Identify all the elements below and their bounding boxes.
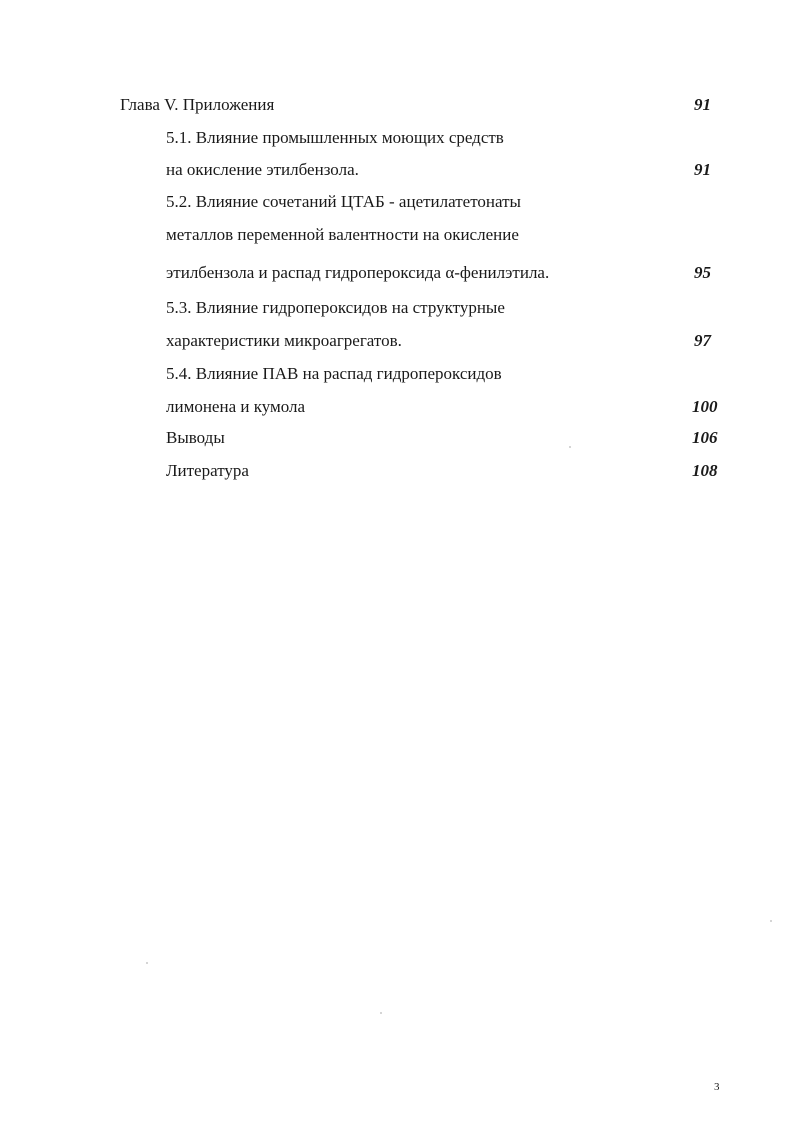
scan-speck [146, 962, 148, 964]
entry-5-3-page-number: 97 [694, 331, 711, 350]
entry-references: Литература [166, 461, 249, 480]
chapter-page-number: 91 [694, 95, 711, 114]
entry-conclusions: Выводы [166, 428, 225, 447]
entry-5-1-line-2: на окисление этилбензола. [166, 160, 359, 179]
scan-speck [569, 446, 571, 448]
entry-5-2-line-2: металлов переменной валентности на окисление [166, 225, 519, 244]
entry-5-1-line-1: 5.1. Влияние промышленных моющих средств [166, 128, 504, 147]
chapter-title: Глава V. Приложения [120, 95, 275, 114]
entry-5-2-line-3: этилбензола и распад гидропероксида α-фенилэтила. [166, 263, 550, 282]
entry-5-4-page-number: 100 [692, 397, 718, 416]
entry-5-3-line-2: характеристики микроагрегатов. [166, 331, 402, 350]
scan-speck [770, 920, 772, 922]
entry-5-3-line-1: 5.3. Влияние гидропероксидов на структурные [166, 298, 505, 317]
entry-5-1-page-number: 91 [694, 160, 711, 179]
scan-speck [380, 1012, 382, 1014]
entry-5-2-page-number: 95 [694, 263, 711, 282]
footer-page-number: 3 [714, 1081, 720, 1093]
entry-5-4-line-1: 5.4. Влияние ПАВ на распад гидропероксидов [166, 364, 502, 383]
entry-references-page-number: 108 [692, 461, 718, 480]
entry-5-4-line-2: лимонена и кумола [166, 397, 306, 416]
entry-conclusions-page-number: 106 [692, 428, 718, 447]
entry-5-2-line-1: 5.2. Влияние сочетаний ЦТАБ - ацетилатетонаты [166, 192, 521, 211]
